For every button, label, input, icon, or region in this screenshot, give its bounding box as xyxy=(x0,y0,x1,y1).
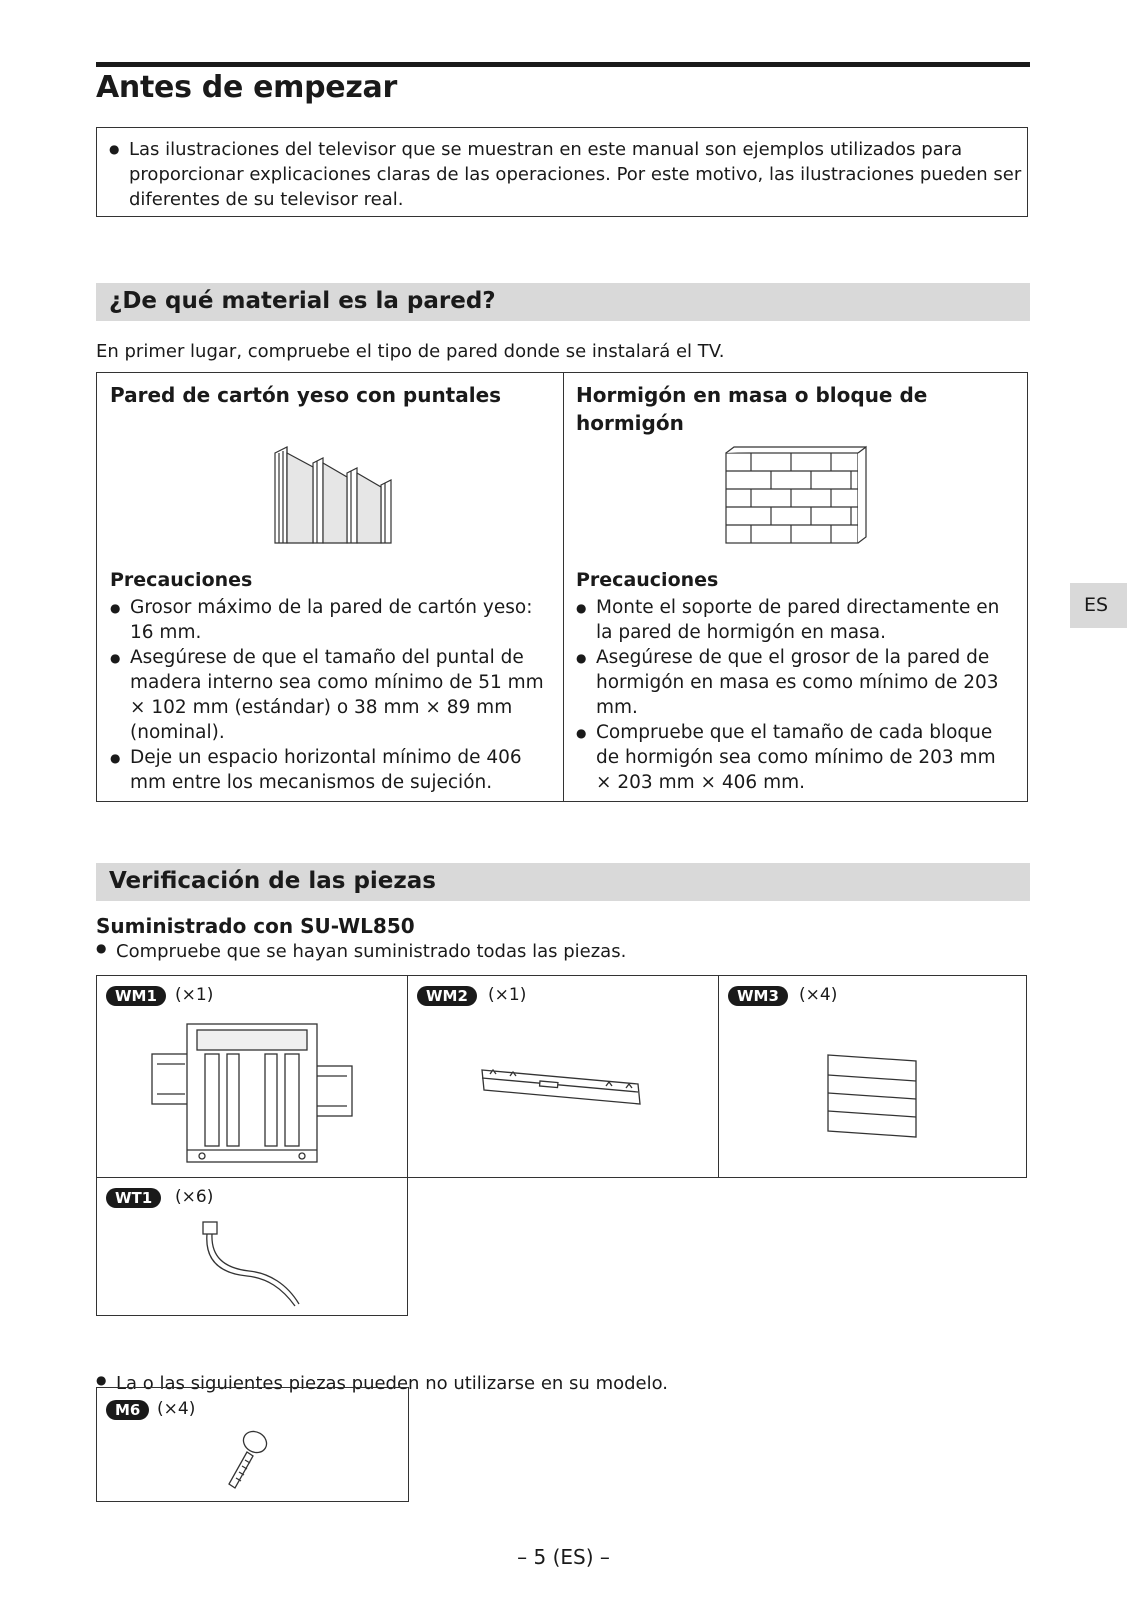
wall-column-concrete xyxy=(576,373,1016,801)
precaution-item: ● Grosor máximo de la pared de cartón yeso: 16 mm. xyxy=(110,595,550,645)
part-qty: (×4) xyxy=(157,1399,196,1419)
precautions-title-drywall: Precauciones xyxy=(110,569,253,591)
precaution-item: ● Deje un espacio horizontal mínimo de 406 mm entre los mecanismos de sujeción. xyxy=(110,745,550,795)
concrete-block-illustration xyxy=(721,443,871,548)
wall-type-table xyxy=(96,372,1028,802)
precaution-item: ● Compruebe que el tamaño de cada bloque de hormigón sea como mínimo de 203 mm × 203 mm × 406 mm. xyxy=(576,720,1016,795)
precaution-item: ● Asegúrese de que el grosor de la pared de hormigón en masa es como mínimo de 203 mm. xyxy=(576,645,1016,720)
wall-title-drywall: Pared de cartón yeso con puntales xyxy=(110,383,502,407)
part-cell-wm3 xyxy=(718,975,1027,1178)
part-qty: (×4) xyxy=(799,985,838,1005)
part-qty: (×6) xyxy=(175,1187,214,1207)
parts-check-note: ● Compruebe que se hayan suministrado todas las piezas. xyxy=(96,941,1127,962)
spacer-plate-illustration xyxy=(824,1051,924,1141)
precautions-list-concrete xyxy=(576,595,1016,795)
part-tag: WM3 xyxy=(728,986,788,1006)
wall-intro-text: En primer lugar, compruebe el tipo de pared donde se instalará el TV. xyxy=(96,341,725,362)
screw-illustration xyxy=(217,1426,277,1496)
parts-subheading: Suministrado con SU-WL850 xyxy=(96,914,415,938)
precautions-title-concrete: Precauciones xyxy=(576,569,719,591)
cable-tie-illustration xyxy=(197,1218,307,1313)
part-qty: (×1) xyxy=(175,985,214,1005)
part-cell-wt1 xyxy=(96,1177,408,1316)
parts-section-bar xyxy=(96,863,1030,901)
part-tag: WM2 xyxy=(417,986,477,1006)
part-cell-m6 xyxy=(96,1387,409,1502)
part-qty: (×1) xyxy=(488,985,527,1005)
page-number: – 5 (ES) – xyxy=(517,1545,610,1569)
part-cell-wm1 xyxy=(96,975,408,1178)
wall-mount-bracket-illustration xyxy=(147,1016,357,1166)
column-divider xyxy=(563,373,564,801)
language-tab xyxy=(1070,583,1127,628)
drywall-illustration xyxy=(255,443,405,553)
part-tag: WM1 xyxy=(106,986,166,1006)
intro-note-text: ● Las ilustraciones del televisor que se muestran en este manual son ejemplos utilizados para proporcionar explicaciones claras de las operaciones. Por este motivo, las ilustraciones pueden ser diferentes de su televisor real. xyxy=(109,137,1029,212)
optional-parts-note: ● La o las siguientes piezas pueden no utilizarse en su modelo. xyxy=(96,1373,1127,1394)
wall-section-bar xyxy=(96,283,1030,321)
parts-grid xyxy=(96,975,1026,1316)
precaution-item: ● Asegúrese de que el tamaño del puntal de madera interno sea como mínimo de 51 mm × 102 mm (estándar) o 38 mm × 89 mm (nominal). xyxy=(110,645,550,745)
wall-column-drywall xyxy=(110,373,550,801)
wall-rail-illustration xyxy=(478,1064,648,1114)
part-tag: WT1 xyxy=(106,1188,161,1208)
parts-section-heading: Verificación de las piezas xyxy=(109,868,436,894)
language-tab-label: ES xyxy=(1084,594,1109,616)
intro-note-box xyxy=(96,127,1028,217)
wall-title-concrete: Hormigón en masa o bloque de hormigón xyxy=(576,383,928,435)
part-cell-wm2 xyxy=(407,975,719,1178)
part-tag: M6 xyxy=(106,1400,149,1420)
precaution-item: ● Monte el soporte de pared directamente en la pared de hormigón en masa. xyxy=(576,595,1016,645)
wall-section-heading: ¿De qué material es la pared? xyxy=(109,288,496,314)
precautions-list-drywall xyxy=(110,595,550,795)
page-title: Antes de empezar xyxy=(96,70,397,105)
top-rule xyxy=(96,62,1030,67)
